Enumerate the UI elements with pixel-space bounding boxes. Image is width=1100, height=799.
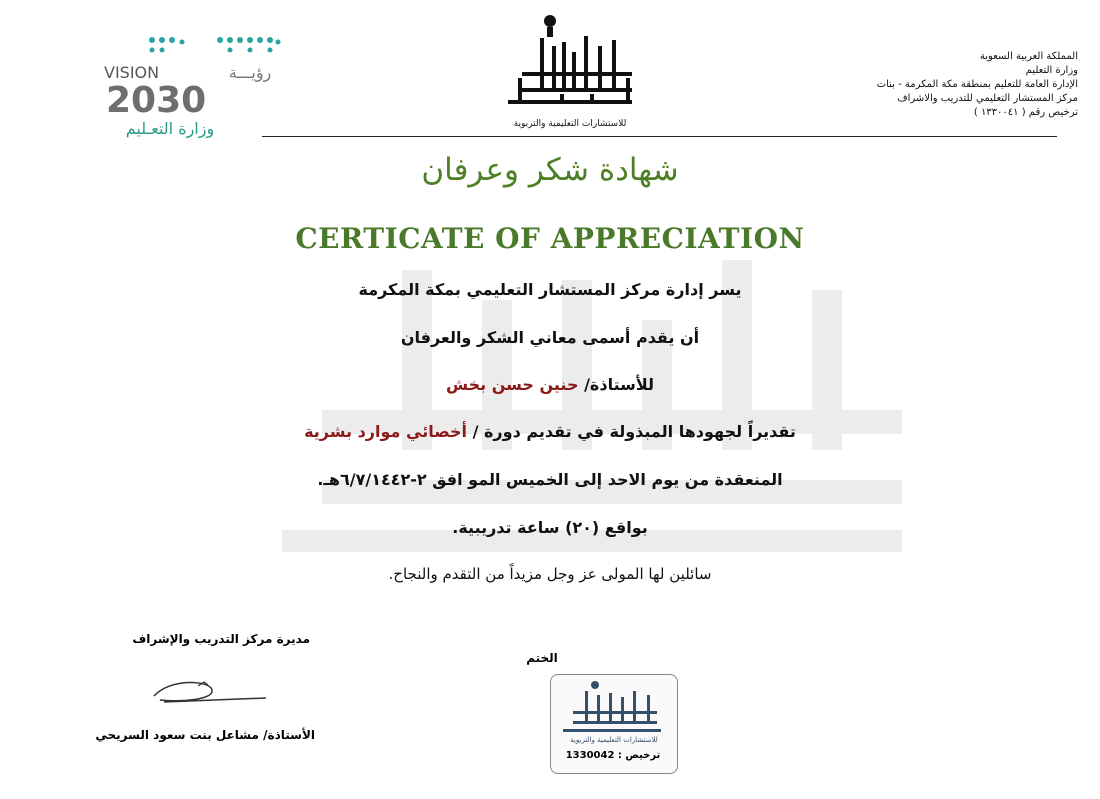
body-line-5: المنعقدة من يوم الاحد إلى الخميس المو افق ٢-٦/٧/١٤٤٢هـ. xyxy=(317,470,783,489)
stamp-license: ترخيص : 1330042 xyxy=(565,750,661,761)
vision-text: VISION xyxy=(104,63,160,82)
header-text-block xyxy=(848,50,1078,120)
stamp-logo xyxy=(551,675,677,745)
header-line-center: مركز المستشار التعليمي للتدريب والاشراف xyxy=(897,93,1078,104)
course-prefix: تقديراً لجهودها المبذولة في تقديم دورة / xyxy=(472,422,796,441)
header-line-license: ترخيص رقم ( ١٣٣٠٠٤١ ) xyxy=(973,107,1078,118)
header-line-directorate: الإدارة العامة للتعليم بمنطقة مكة المكرمة - بنات xyxy=(876,79,1078,90)
dots-pattern-icon xyxy=(149,37,281,53)
body-line-4 xyxy=(0,422,1100,441)
body-line-3 xyxy=(0,375,1100,394)
year-text: 2030 xyxy=(106,80,207,121)
header-line-kingdom: المملكة العربية السعوية xyxy=(979,51,1078,62)
signer-title: مديرة مركز التدريب والإشراف xyxy=(132,632,310,646)
course-name: أخصائي موارد بشرية xyxy=(304,422,467,441)
lamp-icon xyxy=(544,15,556,27)
signature-mark xyxy=(150,672,270,712)
recipient-prefix: للأستاذة/ xyxy=(584,375,654,394)
seal-label: الختم xyxy=(526,651,558,665)
vision-2030-logo xyxy=(100,30,290,140)
signer-name: الأستاذة/ مشاعل بنت سعود السريحي xyxy=(95,728,315,742)
vision-ar-text: رؤيـــة xyxy=(228,63,272,82)
body-line-6: بواقع (٢٠) ساعة تدريبية. xyxy=(452,518,648,537)
body-line-7: سائلين لها المولى عز وجل مزيداً من التقدم والنجاح. xyxy=(388,565,712,583)
body-line-2: أن يقدم أسمى معاني الشكر والعرفان xyxy=(400,328,700,347)
ministry-text: وزارة التعـليم xyxy=(125,119,215,138)
certificate-title-ar: شهادة شكر وعرفان xyxy=(421,152,679,188)
certificate-title-en: CERTICATE OF APPRECIATION xyxy=(295,222,805,255)
logo-subtitle: للاستشارات التعليمية والتربوية xyxy=(513,119,627,129)
body-line-1: يسر إدارة مركز المستشار التعليمي بمكة المكرمة xyxy=(358,280,742,299)
header-divider xyxy=(262,136,1057,137)
recipient-name: حنين حسن بخش xyxy=(445,375,579,394)
header-line-ministry: وزارة التعليم xyxy=(1025,65,1078,76)
mustashar-logo xyxy=(500,12,640,132)
stamp-lamp-icon xyxy=(591,681,599,689)
stamp-subtitle: للاستشارات التعليمية والتربوية xyxy=(570,736,658,744)
